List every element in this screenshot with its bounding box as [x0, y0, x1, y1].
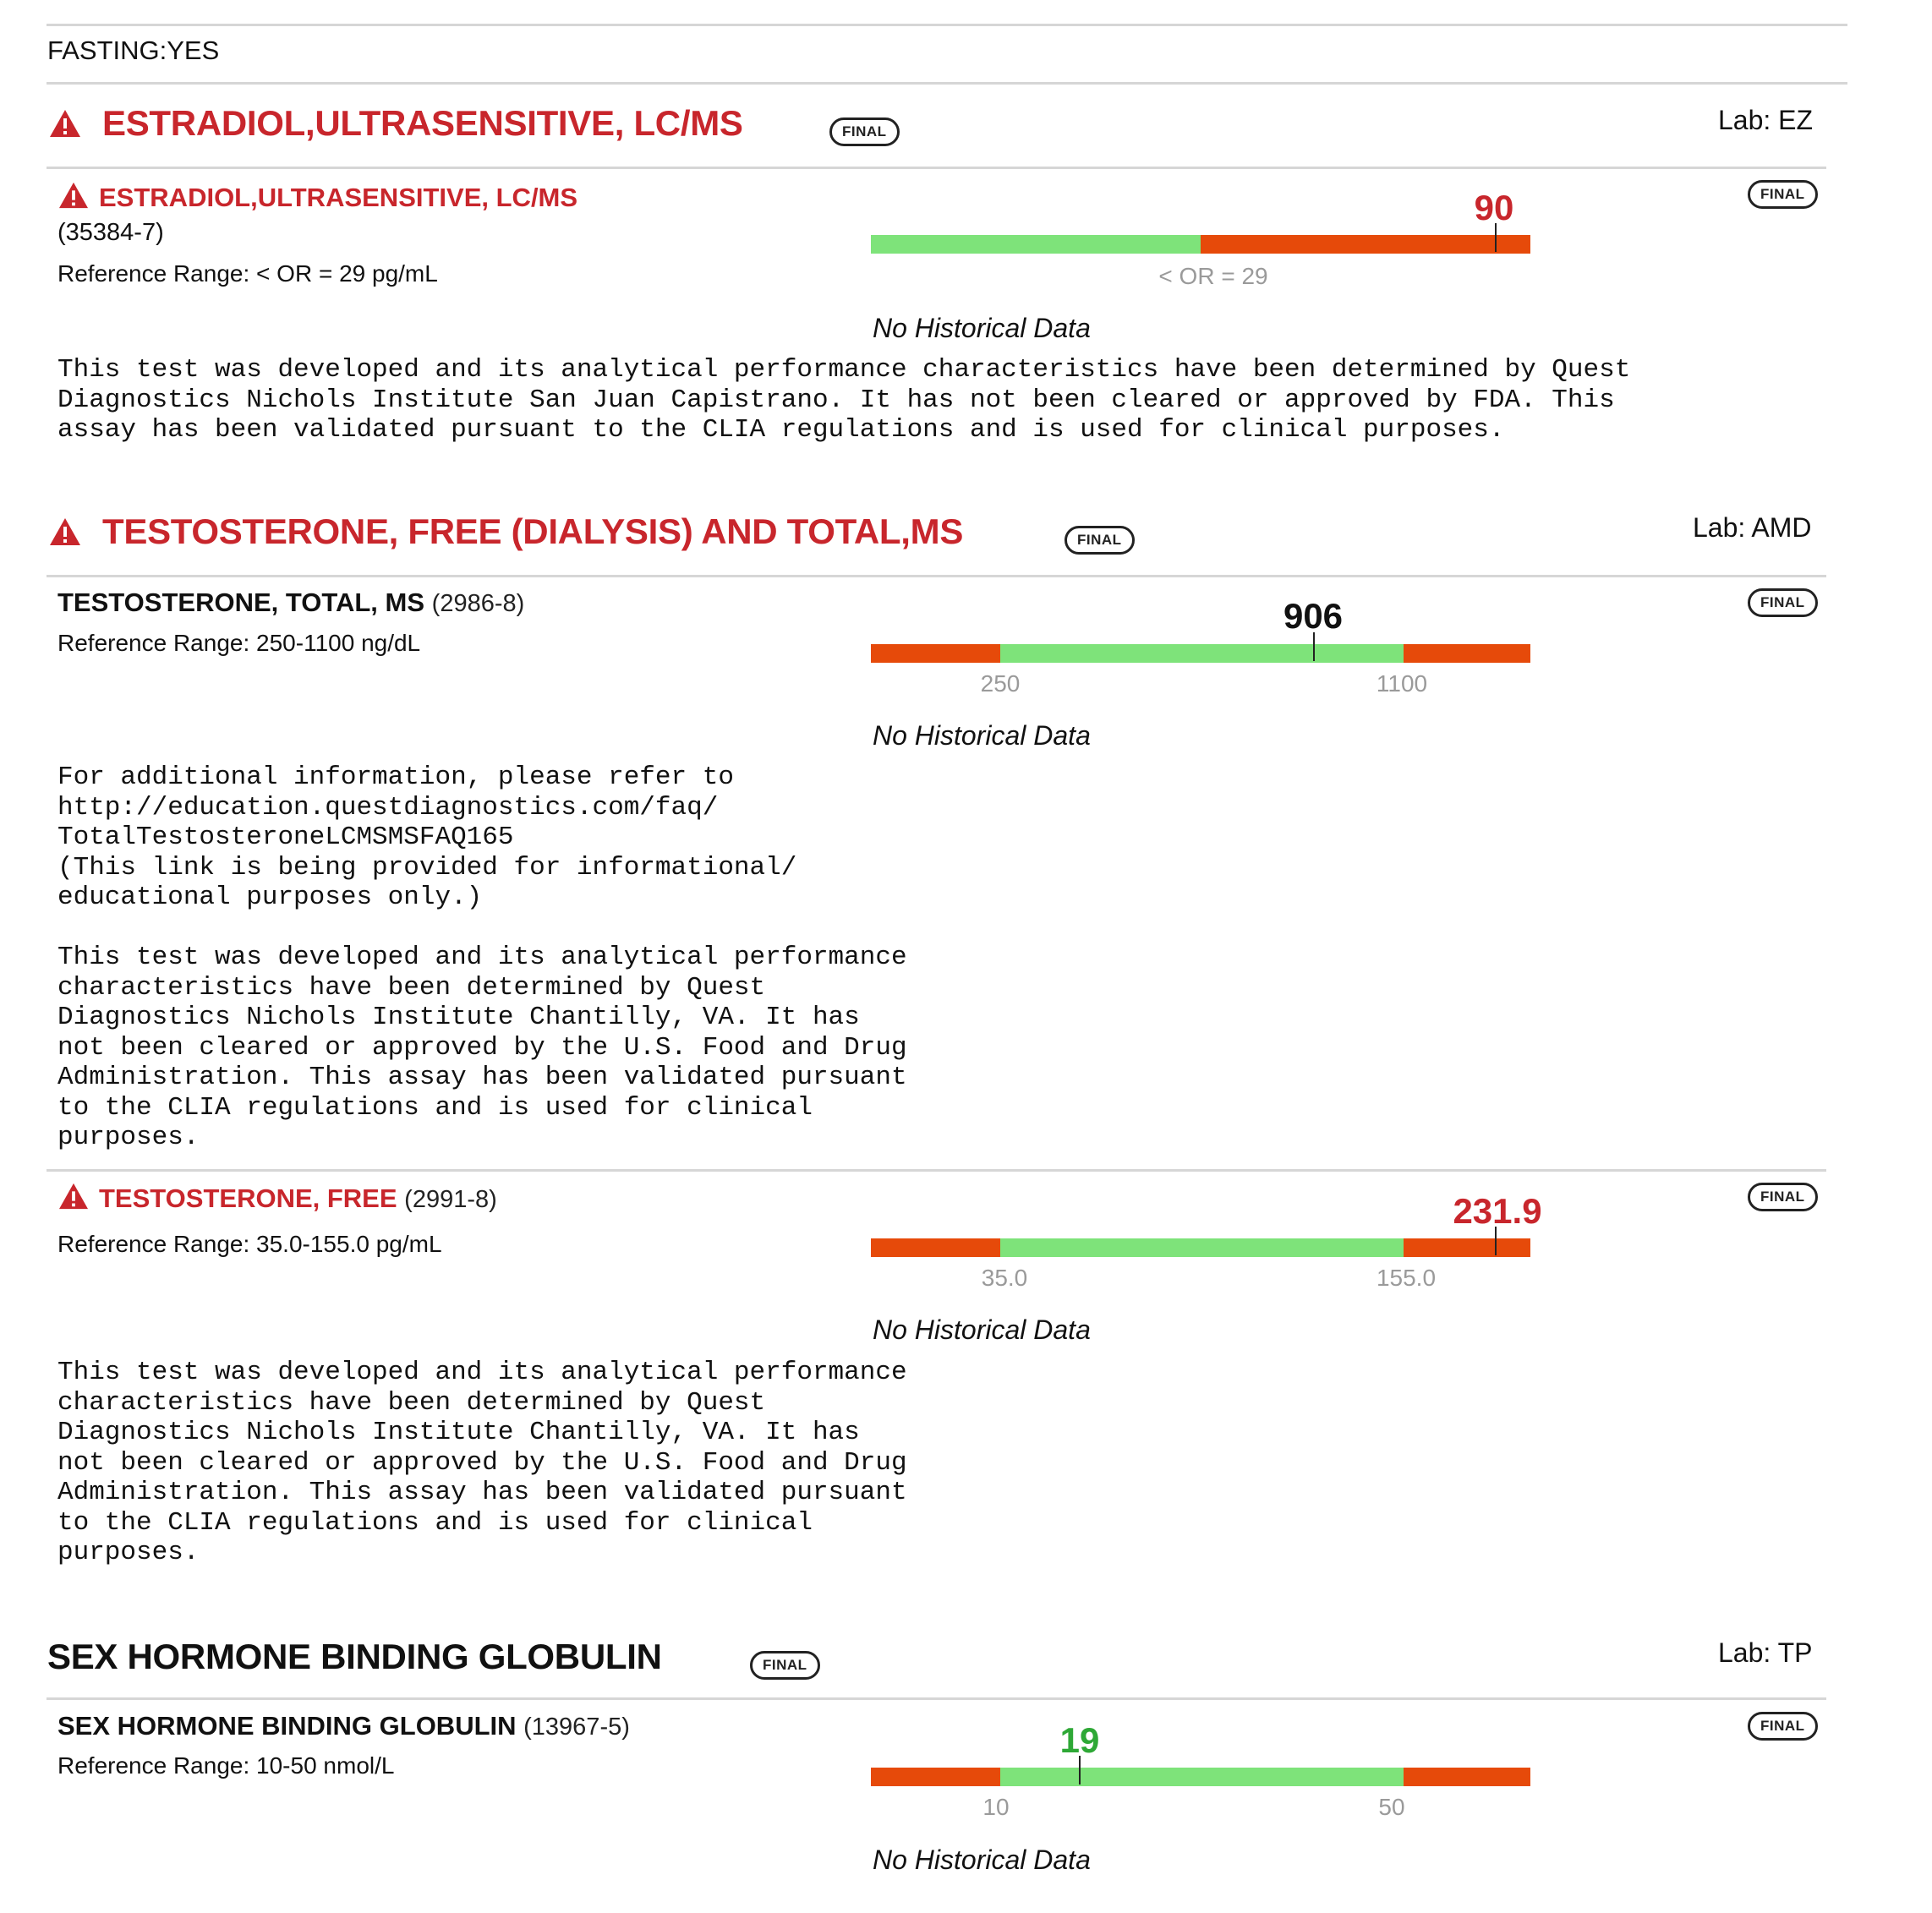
top-divider — [47, 24, 1847, 26]
loinc-code: (13967-5) — [523, 1714, 630, 1741]
final-badge: FINAL — [829, 118, 900, 146]
result-value: 231.9 — [1453, 1191, 1542, 1231]
out-of-range-high-segment — [1404, 1768, 1530, 1786]
test-note: For additional information, please refer to http://education.questdiagnostics.com/faq/ TotalTestosteroneLCMSMSFAQ165 (This link is being provided for informational/ educational purposes only.) This test was developed and its analytical performance characteristics have been determined by Quest Diagnostics Nichols Institute Chantilly, VA. It has not been cleared or approved by the U.S. Food and Drug Administration. This assay has been validated pursuant to the CLIA regulations and is used for clinical purposes. — [57, 762, 907, 1152]
out-of-range-low-segment — [871, 1238, 1000, 1257]
final-badge: FINAL — [1065, 526, 1135, 555]
range-bar — [871, 235, 1530, 254]
loinc-code: (2986-8) — [431, 590, 525, 617]
divider — [47, 82, 1847, 85]
reference-range: Reference Range: 250-1100 ng/dL — [57, 630, 421, 656]
warning-icon — [57, 181, 90, 214]
range-label-low: 35.0 — [981, 1265, 1028, 1291]
range-label-low: 250 — [980, 670, 1021, 697]
no-historical-data: No Historical Data — [873, 1315, 1091, 1345]
out-of-range-segment — [1201, 235, 1530, 254]
range-label-high: 1100 — [1376, 670, 1428, 697]
out-of-range-high-segment — [1404, 1238, 1530, 1257]
panel-title-testosterone: TESTOSTERONE, FREE (DIALYSIS) AND TOTAL,MS — [102, 511, 964, 551]
lab-code: Lab: EZ — [1718, 105, 1814, 135]
test-name-shbg — [57, 1711, 630, 1741]
in-range-segment — [1000, 1238, 1404, 1257]
panel-title-estradiol: ESTRADIOL,ULTRASENSITIVE, LC/MS — [102, 103, 743, 143]
test-name-estradiol: ESTRADIOL,ULTRASENSITIVE, LC/MS — [99, 183, 578, 212]
final-badge: FINAL — [750, 1651, 820, 1680]
reference-range: Reference Range: < OR = 29 pg/mL — [57, 260, 438, 287]
result-value: 90 — [1474, 188, 1514, 227]
no-historical-data: No Historical Data — [873, 1845, 1091, 1875]
loinc-code: (2991-8) — [404, 1186, 497, 1213]
result-value: 19 — [1059, 1720, 1100, 1760]
reference-range: Reference Range: 35.0-155.0 pg/mL — [57, 1231, 442, 1257]
warning-icon — [48, 517, 82, 551]
range-bar — [871, 644, 1530, 663]
final-badge: FINAL — [1748, 588, 1818, 617]
warning-icon — [57, 1182, 90, 1215]
range-label-high: 155.0 — [1376, 1265, 1437, 1291]
divider — [47, 1169, 1826, 1172]
no-historical-data: No Historical Data — [873, 720, 1091, 751]
result-value: 906 — [1283, 596, 1344, 636]
final-badge: FINAL — [1748, 180, 1818, 209]
result-marker — [1313, 632, 1315, 661]
test-name-label: TESTOSTERONE, TOTAL, MS — [57, 588, 425, 617]
test-name-label: TESTOSTERONE, FREE — [99, 1183, 397, 1213]
range-bar — [871, 1238, 1530, 1257]
divider — [47, 167, 1826, 169]
out-of-range-low-segment — [871, 644, 1000, 663]
in-range-segment — [1000, 644, 1404, 663]
range-label-low: 10 — [982, 1794, 1010, 1820]
reference-range: Reference Range: 10-50 nmol/L — [57, 1752, 395, 1779]
divider — [47, 575, 1826, 577]
out-of-range-high-segment — [1404, 644, 1530, 663]
test-name-testosterone-total — [57, 588, 524, 618]
lab-code: Lab: TP — [1718, 1637, 1813, 1668]
final-badge: FINAL — [1748, 1183, 1818, 1211]
panel-title-shbg: SEX HORMONE BINDING GLOBULIN — [47, 1637, 662, 1676]
lab-code: Lab: AMD — [1693, 512, 1812, 543]
loinc-code: (35384-7) — [57, 219, 164, 246]
test-name-label: SEX HORMONE BINDING GLOBULIN — [57, 1711, 517, 1741]
fasting-status: FASTING:YES — [47, 36, 220, 65]
warning-icon — [48, 108, 82, 143]
in-range-segment — [1000, 1768, 1404, 1786]
final-badge: FINAL — [1748, 1712, 1818, 1741]
test-name-testosterone-free — [99, 1183, 497, 1214]
test-note: This test was developed and its analytical performance characteristics have been determined by Quest Diagnostics Nichols Institute San Juan Capistrano. It has not been cleared or approved by FDA. This assay has been validated pursuant to the CLIA regulations and is used for clinical purposes. — [57, 355, 1631, 445]
range-bar — [871, 1768, 1530, 1786]
in-range-segment — [871, 235, 1201, 254]
range-label: < OR = 29 — [1158, 263, 1268, 289]
no-historical-data: No Historical Data — [873, 313, 1091, 343]
divider — [47, 1697, 1826, 1700]
out-of-range-low-segment — [871, 1768, 1000, 1786]
range-label-high: 50 — [1378, 1794, 1405, 1820]
test-note: This test was developed and its analytical performance characteristics have been determined by Quest Diagnostics Nichols Institute Chantilly, VA. It has not been cleared or approved by the U.S. Food and Drug Administration. This assay has been validated pursuant to the CLIA regulations and is used for clinical purposes. — [57, 1358, 907, 1567]
